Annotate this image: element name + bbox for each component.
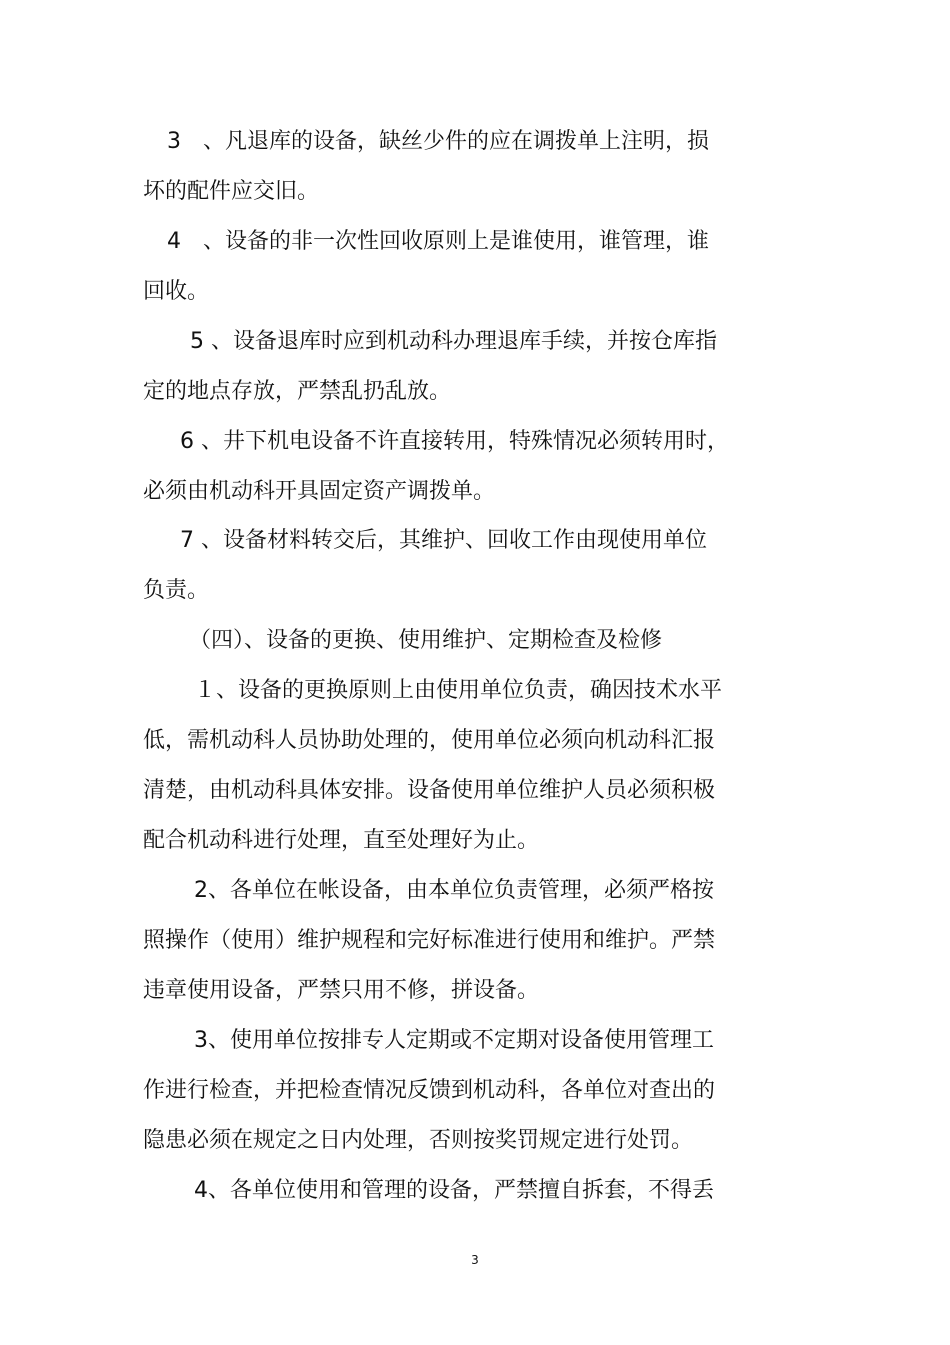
text-line-12: １、设备的更换原则上由使用单位负责，确因技术水平	[194, 678, 723, 703]
text-line-5: 5 、设备退库时应到机动科办理退库手续，并按仓库指	[190, 329, 717, 354]
text-line-9: 7 、设备材料转交后，其维护、回收工作由现使用单位	[180, 528, 707, 553]
text-line-17: 照操作（使用）维护规程和完好标准进行使用和维护。严禁	[143, 928, 716, 953]
text-line-10: 负责。	[143, 578, 210, 603]
section-heading: （四）、设备的更换、使用维护、定期检查及检修	[189, 628, 663, 653]
text-line-22: 4、各单位使用和管理的设备，严禁擅自拆套，不得丢	[194, 1178, 714, 1203]
text-line-16: 2、各单位在帐设备，由本单位负责管理，必须严格按	[194, 878, 714, 903]
text-line-1: 3 、凡退库的设备，缺丝少件的应在调拨单上注明，损	[167, 129, 709, 154]
text-line-3: 4 、设备的非一次性回收原则上是谁使用，谁管理，谁	[167, 229, 709, 254]
text-line-13: 低，需机动科人员协助处理的，使用单位必须向机动科汇报	[143, 728, 716, 753]
text-line-19: 3、使用单位按排专人定期或不定期对设备使用管理工	[194, 1028, 714, 1053]
text-line-7: 6 、井下机电设备不许直接转用，特殊情况必须转用时，	[180, 429, 729, 454]
text-line-14: 清楚，由机动科具体安排。设备使用单位维护人员必须积极	[143, 778, 716, 803]
text-line-20: 作进行检查，并把检查情况反馈到机动科，各单位对查出的	[143, 1078, 716, 1103]
text-line-4: 回收。	[143, 279, 210, 304]
text-line-18: 违章使用设备，严禁只用不修，拼设备。	[143, 978, 540, 1003]
text-line-15: 配合机动科进行处理，直至处理好为止。	[143, 828, 540, 853]
page-number: 3	[471, 1253, 479, 1267]
text-line-2: 坏的配件应交旧。	[143, 179, 320, 204]
text-line-8: 必须由机动科开具固定资产调拨单。	[143, 479, 496, 504]
text-line-21: 隐患必须在规定之日内处理，否则按奖罚规定进行处罚。	[143, 1128, 694, 1153]
text-line-6: 定的地点存放，严禁乱扔乱放。	[143, 379, 452, 404]
